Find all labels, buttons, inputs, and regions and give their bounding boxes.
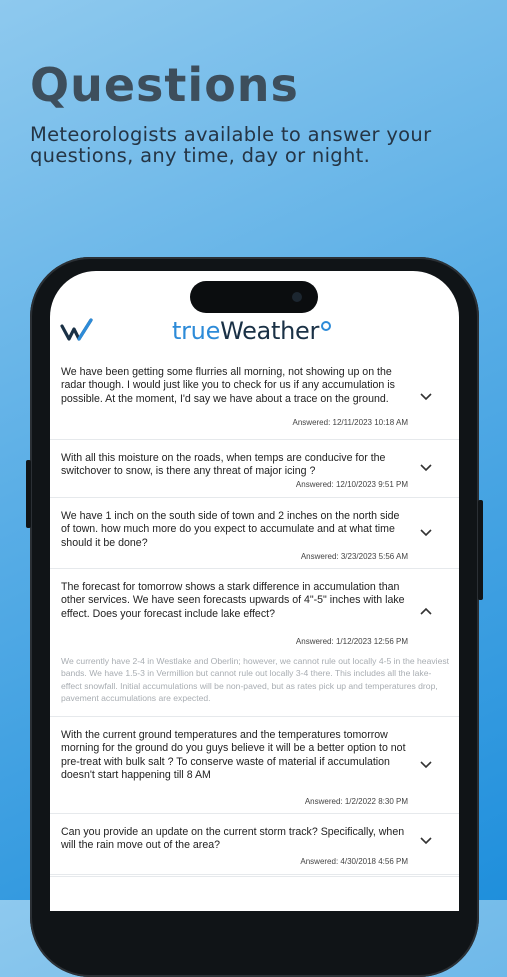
phone-screen [50, 271, 459, 911]
answer-text: We currently have 2-4 in Westlake and Oberlin; however, we cannot rule out locally 4-5 in the heaviest bands. We have 1.5-3 in Vermillion but cannot rule out locally 3-4 there. This includes all the lake-effect snowfall. Initial accumulations will be non-paved, but as rates pick up and temperatures drop, pavement accumulations are expected. [61, 656, 450, 703]
promo-subtitle: Meteorologists available to answer your questions, any time, day or night. [30, 123, 432, 167]
answered-date: Answered: 4/30/2018 4:56 PM [300, 857, 408, 866]
chevron-down-icon[interactable] [418, 757, 434, 773]
list-bottom-divider [50, 876, 459, 877]
brand-dot-icon [321, 321, 331, 331]
chevron-down-icon[interactable] [418, 389, 434, 405]
phone-side-button-right [478, 500, 483, 600]
question-item-expanded[interactable] [50, 569, 459, 717]
phone-side-button-left [26, 460, 31, 528]
chevron-down-icon[interactable] [418, 833, 434, 849]
brand-weather: Weather [220, 317, 320, 345]
question-text: The forecast for tomorrow shows a stark difference in accumulation than other services. We have seen forecasts upwards of 4"-5" inches with lake effect. Does your forecast include lake effect? [61, 581, 405, 620]
question-text: Can you provide an update on the current storm track? Specifically, when will the rain move out of the area? [61, 826, 405, 852]
promo-title: Questions [30, 58, 299, 112]
question-item[interactable] [50, 359, 459, 440]
question-text: We have 1 inch on the south side of town and 2 inches on the north side of town. how much more do you expect to accumulate and at what time should it be done? [61, 510, 400, 549]
answered-date: Answered: 1/12/2023 12:56 PM [295, 637, 408, 646]
answered-date: Answered: 1/2/2022 8:30 PM [304, 797, 408, 806]
w-logo-icon[interactable] [60, 317, 94, 343]
answered-date: Answered: 12/10/2023 9:51 PM [295, 480, 408, 489]
question-item[interactable] [50, 717, 459, 814]
question-text: We have been getting some flurries all morning, not showing up on the radar though. I would just like you to check for us if any accumulation is possible. At the moment, I'd say we have about a trace on the ground. [61, 366, 395, 405]
app-header [50, 309, 459, 359]
question-item[interactable] [50, 814, 459, 875]
answered-date: Answered: 3/23/2023 5:56 AM [300, 552, 408, 561]
chevron-up-icon[interactable] [418, 603, 434, 619]
question-text: With all this moisture on the roads, when temps are conducive for the switchover to snow, is there any threat of major icing ? [61, 452, 386, 478]
chevron-down-icon[interactable] [418, 460, 434, 476]
question-item[interactable] [50, 498, 459, 569]
question-item[interactable] [50, 440, 459, 498]
question-text: With the current ground temperatures and the temperatures tomorrow morning for the ground do you guys believe it will be a better option to not pre-treat with bulk salt ? To conserve waste of material if accumulation doesn't start happening till 8 AM [61, 729, 406, 782]
chevron-down-icon[interactable] [418, 525, 434, 541]
answered-date: Answered: 12/11/2023 10:18 AM [292, 418, 408, 427]
camera-icon [292, 292, 302, 302]
brand-wordmark [172, 315, 331, 347]
brand-true: true [172, 317, 221, 345]
